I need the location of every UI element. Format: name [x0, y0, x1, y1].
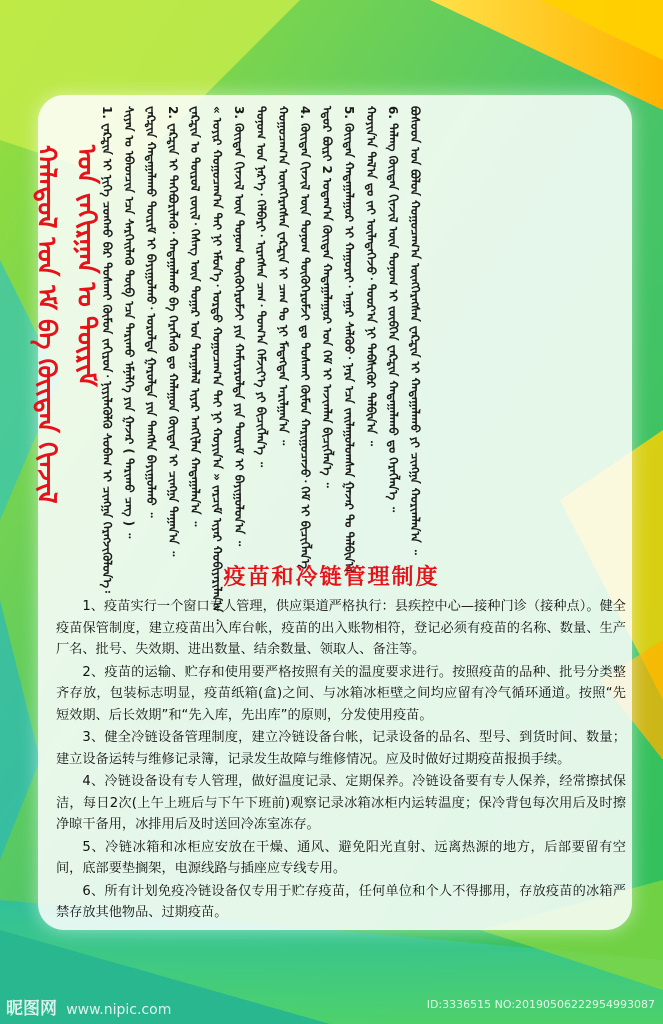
mongolian-title-text: ᠬᠠᠯᠠᠳᠤᠯ ᠤᠨ ᠡᠮ ᠪᠠ ᠬᠦᠢᠲᠡᠨ ᠭᠢᠨᠵᠢᠯ ᠤᠨ ᠵᠠᠬᠢᠷᠭᠠᠨ ᠤ ᠳᠦᠷᠢᠮ — [31, 145, 101, 504]
mongolian-line: 6. ᠳᠠᠯᠠᠩ ᠬᠦᠢᠲᠡᠨ ᠭᠢᠨᠵᠢᠯ ᠦᠨ ᠲᠣᠨᠤᠭ ᠢ ᠵᠥᠪᠬᠡᠨ ᠸᠠᠺᠼᠢᠨ ᠬᠠᠳᠠᠭᠠᠯᠠᠬᠤ ᠳᠤ ᠬᠡᠷᠡᠭᠯᠡᠨ᠎ᠡ ᠃ — [386, 106, 400, 513]
mongolian-line: ᠰᠢᠶᠠᠨ ᠤ ᠡᠪᠡᠳᠴᠢᠨ ᠡᠴᠡ ᠰᠡᠷᠭᠡᠢᠯᠡᠬᠦ ᠲᠥᠪ ᠡᠴᠡ ᠲᠠᠷᠢᠬᠤ ᠡᠮᠨᠡᠯᠭᠡ ᠶᠢᠨ ᠭᠠᠵᠠᠷ ( ᠲᠠᠷᠢᠬᠤ ᠴᠡᠭ ) ᠃ — [122, 106, 136, 539]
regulation-item-1: 1、疫苗实行一个窗口专人管理，供应渠道严格执行：县疾控中心—接种门诊（接种点）。健全疫苗保管制度，建立疫苗出入库台帐，疫苗的出入账物相符，登记必须有疫苗的名称、数量、生产厂名、批号、失效期、进出数量、结余数量、领取人、备注等。 — [56, 599, 626, 657]
watermark-logo — [6, 994, 171, 1019]
mongolian-line: ᠪᠤᠰᠤᠳ ᠡᠳ ᠪᠣᠯᠤᠨ ᠬᠤᠭᠤᠴᠠᠭ᠎ᠠ ᠥᠩᠭᠡᠷᠡᠭᠰᠡᠨ ᠸᠠᠺᠼᠢᠨ ᠢ ᠬᠠᠳᠠᠭᠠᠯᠠᠬᠤ ᠶᠢ ᠴᠢᠩᠭᠠ ᠬᠣᠷᠢᠭᠯᠠᠨ᠎ᠠ ᠃ — [408, 106, 422, 555]
mongolian-line: ᠸᠠᠺᠼᠢᠨ ᠤ ᠲᠥᠷᠥᠯ ᠵᠦᠢᠯ᠂ ᠬᠡᠰᠡᠭ ᠦᠨ ᠳᠤᠭᠠᠷ ᠤᠨ ᠳᠠᠷᠠᠭᠠᠯᠠᠯ ᠢᠶᠠᠷ ᠠᠩᠭᠢᠯᠠᠨ ᠬᠠᠳᠠᠭᠠᠯᠠᠨ᠎ᠠ ᠃ — [188, 106, 202, 527]
mongolian-line: ᠸᠠᠺᠼᠢᠨ ᠬᠠᠳᠠᠭᠠᠯᠠᠬᠤ ᠳᠦᠷᠢᠮ ᠢ ᠪᠠᠶᠢᠭᠤᠯᠬᠤ᠂ ᠤᠷᠤᠯᠲᠠ ᠭᠠᠷᠤᠯᠲᠠ ᠶᠢᠨ ᠳᠠᠩᠰᠠ ᠪᠠᠶᠢᠭᠤᠯᠬᠤ ᠃ — [144, 106, 158, 518]
mongolian-line: « ᠣᠶᠢᠷ ᠬᠤᠭᠤᠴᠠᠭ᠎ᠠ ᠲᠠᠢ ᠨᠢ ᠡᠮᠦᠨ᠎ᠡ᠂ ᠤᠷᠲᠤ ᠬᠤᠭᠤᠴᠠᠭ᠎ᠠ ᠲᠠᠢ ᠨᠢ ᠬᠣᠶᠢᠨ᠎ᠠ » ᠵᠠᠷᠴᠢᠮ ᠢᠶᠠᠷ ᠬᠤᠪᠢᠶᠠᠷᠢᠯᠠᠨ᠎ᠠ ᠃ — [210, 106, 224, 625]
regulation-item-3: 3、健全冷链设备管理制度，建立冷链设备台帐，记录设备的品名、型号、到货时间、数量；建立设备运转与维修记录簿，记录发生故障与维修情况。应及时做好过期疫苗报损手续。 — [56, 730, 626, 767]
mongolian-line: ᠡᠳᠦᠷ ᠪᠦᠷᠢ 2 ᠤᠳᠠᠭ᠎ᠠ ᠬᠦᠢᠲᠡᠨ ᠬᠠᠳᠠᠭᠠᠯᠠᠭᠤᠷ ᠤᠨ ᠬᠡᠮ ᠢ ᠠᠵᠢᠭᠯᠠᠨ ᠪᠢᠴᠢᠭᠯᠡᠨ᠎ᠡ ᠃ — [320, 106, 334, 488]
mongolian-line: 1. ᠸᠠᠺᠼᠢᠨ ᠢ ᠨᠢᠭᠡ ᠴᠣᠩᠬᠣ ᠪᠠᠷ ᠲᠤᠰᠬᠠᠢ ᠬᠦᠮᠦᠨ ᠵᠠᠬᠢᠷᠤᠨ᠂ ᠨᠢᠶᠢᠯᠡᠭᠦᠯᠬᠦ ᠰᠤᠪᠠᠭ ᠢ ᠴᠢᠩᠭᠠ ᠬᠡᠷᠡᠭᠵᠢᠭᠦᠯᠦᠨ᠎ᠡ᠄ — [100, 106, 114, 593]
page-title: 疫苗和冷链管理制度 — [223, 565, 440, 590]
regulation-item-5: 5、冷链冰箱和冰柜应安放在干燥、通风、避免阳光直射、远离热源的地方，后部要留有空间，底部要垫搁架，电源线路与插座应专线专用。 — [56, 839, 626, 876]
watermark-logo-text: 昵图网 — [6, 999, 57, 1019]
regulation-item-6: 6、所有计划免疫冷链设备仅专用于贮存疫苗，任何单位和个人不得挪用，存放疫苗的冰箱严禁存放其他物品、过期疫苗。 — [56, 883, 626, 920]
mongolian-line: ᠬᠣᠶᠢᠨ᠎ᠠ ᠲᠠᠯ᠎ᠠ ᠳᠤ ᠵᠠᠢ ᠦᠯᠡᠳᠡᠭᠡᠵᠦ᠂ ᠳᠣᠣᠷ᠎ᠠ ᠨᠢ ᠳᠡᠪᠰᠢᠭᠦᠷ ᠲᠠᠯᠪᠢᠨ᠎ᠠ ᠃ — [364, 106, 378, 446]
mongolian-title — [31, 145, 101, 520]
mongolian-line: ᠲᠣᠨᠤᠭ ᠤᠨ ᠨᠡᠷ᠎ᠡ᠂ ᠬᠡᠯᠪᠡᠷᠢ᠂ ᠢᠷᠡᠭᠰᠡᠨ ᠴᠠᠭ᠂ ᠲᠣᠭ᠎ᠠ ᠬᠡᠮᠵᠢᠶ᠎ᠡ ᠶᠢ ᠪᠢᠴᠢᠭᠯᠡᠨ᠎ᠡ ᠃ — [254, 106, 268, 468]
mongolian-line: 3. ᠬᠦᠢᠲᠡᠨ ᠭᠢᠨᠵᠢᠯ ᠦᠨ ᠲᠣᠨᠤᠭ ᠲᠥᠬᠥᠭᠡᠷᠦᠮᠵᠢ ᠶᠢᠨ ᠬᠠᠮᠢᠶᠠᠷᠤᠯᠲᠠ ᠶᠢᠨ ᠳᠦᠷᠢᠮ ᠢ ᠪᠠᠶᠢᠭᠤᠯᠤᠨ᠎ᠠ ᠃ — [232, 106, 246, 547]
regulation-text — [56, 596, 626, 925]
watermark-id: ID:3336515 NO:20190506222954993087 — [426, 998, 655, 1011]
watermark-url: www.nipic.com — [66, 1002, 172, 1018]
mongolian-line: ᠬᠤᠭᠤᠴᠠᠭ᠎ᠠ ᠥᠩᠭᠡᠷᠡᠭᠰᠡᠨ ᠸᠠᠺᠼᠢᠨ ᠢ ᠴᠠᠭ ᠲᠤ ᠨᠢ ᠮᠡᠳᠡᠭᠳᠡᠨ ᠠᠷᠢᠯᠭᠠᠨ᠎ᠠ ᠃ — [276, 106, 290, 446]
regulation-item-4: 4、冷链设备设有专人管理，做好温度记录、定期保养。冷链设备要有专人保养，经常擦拭保洁，每日2次(上午上班后与下午下班前)观察记录冰箱冰柜内运转温度；保冷背包每次用后及时擦净晾干备用，冰排用后及时送回冷冻室冻存。 — [56, 774, 626, 832]
regulation-item-2: 2、疫苗的运输、贮存和使用要严格按照有关的温度要求进行。按照疫苗的品种、批号分类整齐存放，包装标志明显，疫苗纸箱(盒)之间、与冰箱冰柜壁之间均应留有冷气循环通道。按照“先短效期、后长效期”和“先入库，先出库”的原则，分发使用疫苗。 — [56, 664, 626, 723]
mongolian-line: 5. ᠬᠦᠢᠲᠡᠨ ᠬᠠᠳᠠᠭᠠᠯᠠᠭᠤᠷ ᠢ ᠬᠠᠭᠤᠷᠠᠢ᠂ ᠠᠭᠠᠷ ᠰᠡᠯᠭᠦᠦ᠂ ᠨᠠᠷᠠ ᠡᠴᠡ ᠵᠠᠢᠯᠠᠭᠤᠯᠤᠭᠰᠠᠨ ᠭᠠᠵᠠᠷ ᠲᠤ ᠲᠠᠯᠪᠢᠨ᠎ᠠ ᠃ — [342, 106, 356, 586]
mongolian-line: 2. ᠸᠠᠺᠼᠢᠨ ᠢ ᠲᠡᠭᠡᠪᠦᠷᠢᠯᠡᠬᠦ᠂ ᠬᠠᠳᠠᠭᠠᠯᠠᠬᠤ ᠪᠠ ᠬᠡᠷᠡᠭᠯᠡᠬᠦ ᠳᠤ ᠬᠠᠯᠠᠭᠤᠨ ᠬᠦᠢᠲᠡᠨ ᠢ ᠴᠢᠩᠭᠠ ᠳᠠᠭᠠᠨ᠎ᠠ ᠃ — [166, 106, 180, 557]
mongolian-line: 4. ᠬᠦᠢᠲᠡᠨ ᠭᠢᠨᠵᠢᠯ ᠦᠨ ᠲᠣᠨᠤᠭ ᠲᠥᠬᠥᠭᠡᠷᠦᠮᠵᠢ ᠳᠤ ᠲᠤᠰᠬᠠᠢ ᠬᠦᠮᠦᠨ ᠬᠠᠷᠢᠭᠤᠴᠠᠵᠤ᠂ ᠬᠡᠮ ᠢ ᠪᠢᠴᠢᠭᠯᠡᠨ᠎ᠡ ᠃ — [298, 106, 312, 581]
